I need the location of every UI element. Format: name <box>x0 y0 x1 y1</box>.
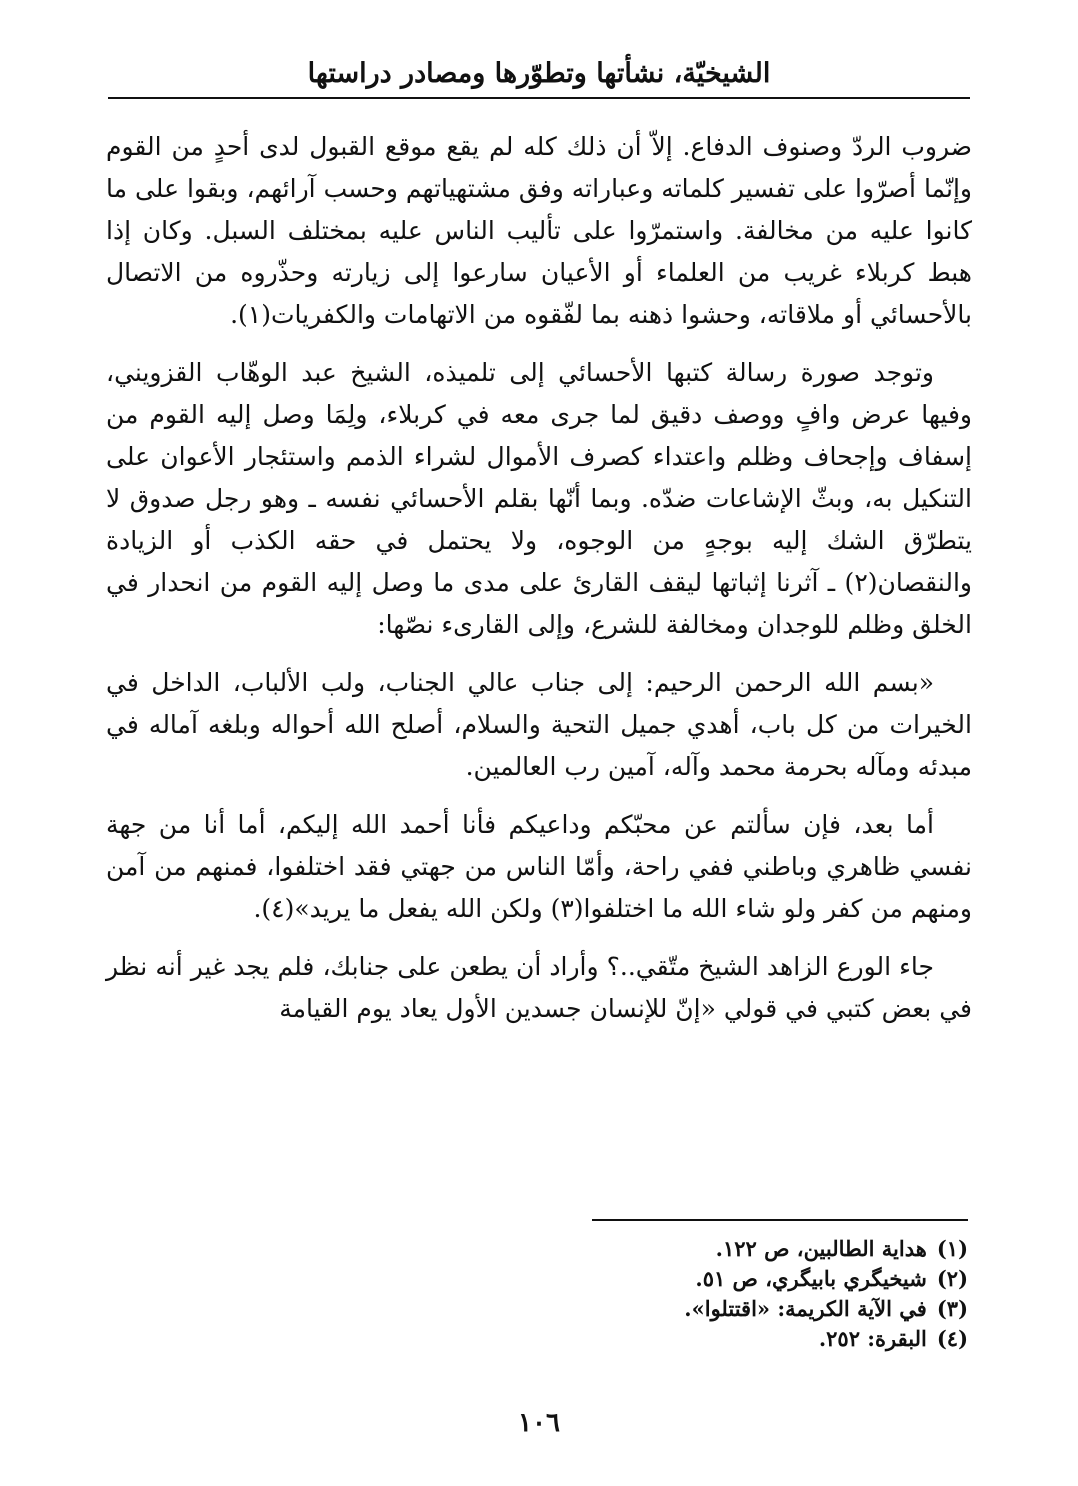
paragraph-5: جاء الورع الزاهد الشيخ متّقي..؟ وأراد أن يطعن على جنابك، فلم يجد غير أنه نظر في بعض كتبي في قولي «إنّ للإنسان جسدين الأول يعاد يوم القيامة <box>106 952 972 1023</box>
footnote-2 <box>300 1264 968 1294</box>
footnote-number: (٤) <box>936 1326 968 1351</box>
footnote-1 <box>300 1234 968 1264</box>
paragraph-1: ضروب الردّ وصنوف الدفاع. إلاّ أن ذلك كله لم يقع موقع القبول لدى أحدٍ من القوم وإنّما أصرّوا على تفسير كلماته وعباراته وفق مشتهياتهم وحسب آرائهم، وبقوا على ما كانوا عليه من مخالفة. واستمرّوا على تأليب الناس عليه بمختلف السبل. وكان إذا هبط كربلاء غريب من العلماء أو الأعيان سارعوا إلى زيارته وحذّروه من الاتصال بالأحسائي أو ملاقاته، وحشوا ذهنه بما لفّقوه من الاتهامات والكفريات(١). <box>106 132 972 329</box>
page-number: ١٠٦ <box>518 1408 560 1438</box>
footnote-number: (٣) <box>936 1296 968 1321</box>
body-text <box>106 126 972 1046</box>
footnote-4 <box>300 1324 968 1354</box>
footnote-text: هداية الطالبين، ص ١٢٢. <box>715 1236 927 1261</box>
footnote-text: في الآية الكريمة: «اقتتلوا». <box>684 1296 927 1321</box>
paragraph-3-letter-opening: «بسم الله الرحمن الرحيم: إلى جناب عالي الجناب، ولب الألباب، الداخل في الخيرات من كل باب، أهدي جميل التحية والسلام، أصلح الله أحواله وبلغه آماله في مبدئه ومآله بحرمة محمد وآله، آمين رب العالمين. <box>106 668 972 781</box>
footnote-text: شيخيگري بابيگري، ص ٥١. <box>695 1266 927 1291</box>
footnotes <box>300 1234 968 1354</box>
paragraph-4-letter-body: أما بعد، فإن سألتم عن محبّكم وداعيكم فأنا أحمد الله إليكم، أما أنا من جهة نفسي ظاهري وباطني ففي راحة، وأمّا الناس من جهتي فقد اختلفوا، فمنهم من آمن ومنهم من كفر ولو شاء الله ما اختلفوا(٣) ولكن الله يفعل ما يريد»(٤). <box>106 810 972 923</box>
footnote-number: (١) <box>936 1236 968 1261</box>
running-header: الشيخيّة، نشأتها وتطوّرها ومصادر دراستها <box>307 58 771 89</box>
footnote-text: البقرة: ٢٥٢. <box>818 1326 927 1351</box>
footnote-number: (٢) <box>936 1266 968 1291</box>
header-rule <box>108 97 970 99</box>
footnote-rule <box>592 1219 968 1221</box>
footnote-3 <box>300 1294 968 1324</box>
paragraph-2: وتوجد صورة رسالة كتبها الأحسائي إلى تلميذه، الشيخ عبد الوهّاب القزويني، وفيها عرض وافٍ ووصف دقيق لما جرى معه في كربلاء، ولِمَا وصل إليه القوم من إسفاف وإجحاف وظلم واعتداء كصرف الأموال لشراء الذمم واستئجار الأعوان على التنكيل به، وبثّ الإشاعات ضدّه. وبما أنّها بقلم الأحسائي نفسه ـ وهو رجل صدوق لا يتطرّق الشك إليه بوجهٍ من الوجوه، ولا يحتمل في حقه الكذب أو الزيادة والنقصان(٢) ـ آثرنا إثباتها ليقف القارئ على مدى ما وصل إليه القوم من انحدار في الخلق وظلم للوجدان ومخالفة للشرع، وإلى القارىء نصّها: <box>106 358 972 639</box>
